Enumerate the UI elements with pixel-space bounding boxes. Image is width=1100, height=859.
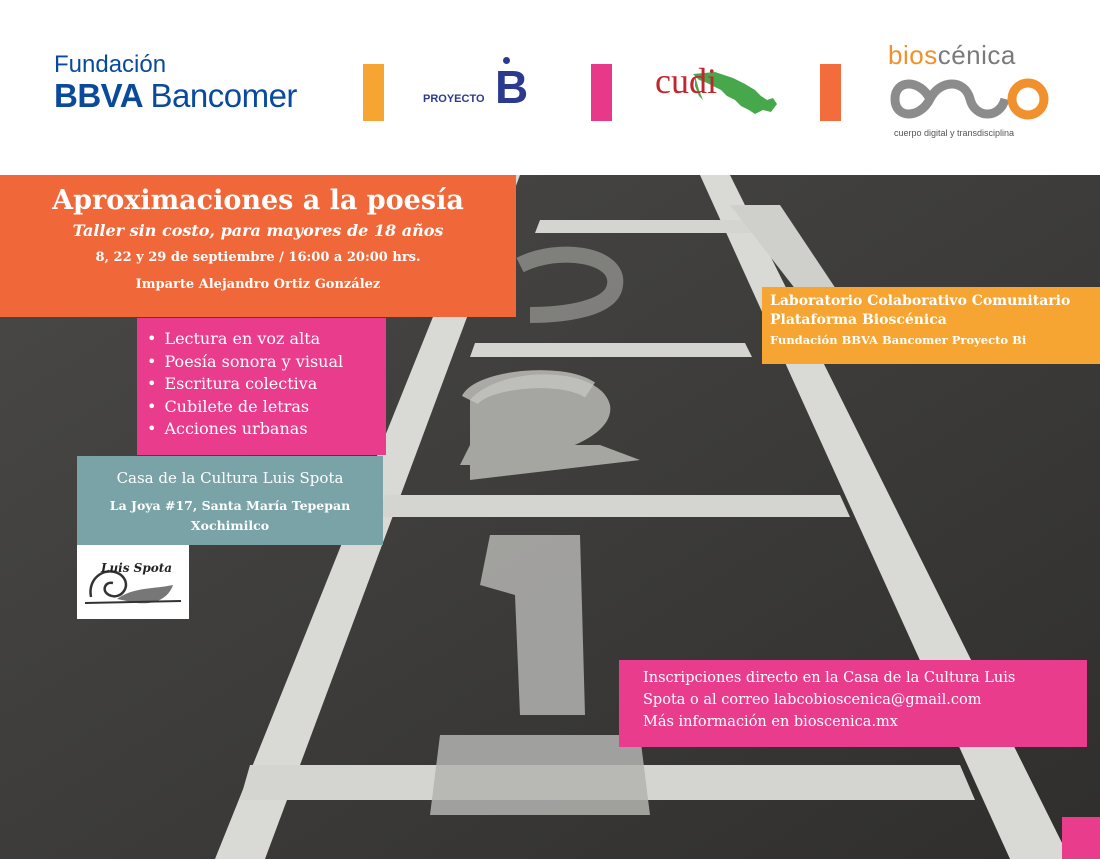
bioscenica-logo — [888, 40, 1058, 140]
snail-icon — [77, 545, 189, 619]
bbva-bancomer-logo — [54, 52, 297, 114]
bioscenica-word-grey: cénica — [937, 40, 1016, 70]
lab-line1: Laboratorio Colaborativo Comunitario — [770, 293, 1071, 309]
list-item: • Acciones urbanas — [147, 418, 386, 441]
corner-accent — [1062, 817, 1100, 859]
venue-address-line1: La Joya #17, Santa María Tepepan — [109, 498, 351, 513]
cudi-word: cudi — [655, 61, 717, 101]
registration-line2: Spota o al correo labcobioscenica@gmail.com — [643, 692, 982, 708]
proyecto-letter: B — [495, 61, 529, 113]
bbva-bold: BBVA — [54, 77, 142, 114]
registration-box — [619, 660, 1087, 747]
lab-line2: Plataforma Bioscénica — [770, 312, 947, 328]
venue-address-line2: Xochimilco — [190, 518, 270, 533]
cudi-logo — [655, 60, 785, 120]
list-item: • Poesía sonora y visual — [147, 351, 386, 374]
divider-bar-orange — [363, 64, 384, 121]
proyecto-b-logo — [423, 55, 533, 111]
divider-bar-pink — [591, 64, 612, 121]
bioscenica-tagline: cuerpo digital y transdisciplina — [894, 128, 1015, 138]
proyecto-word: PROYECTO — [423, 93, 485, 105]
bbva-rest: Bancomer — [150, 77, 297, 114]
activities-list — [147, 328, 386, 441]
event-title: Aproximaciones a la poesía — [52, 185, 464, 216]
venue-box — [77, 456, 383, 545]
casa-cultura-logo — [77, 545, 189, 619]
bbva-line2 — [54, 78, 297, 114]
activities-box — [137, 318, 386, 455]
registration-line1: Inscripciones directo en la Casa de la Cultura Luis — [643, 670, 1016, 686]
bioscenica-word — [888, 40, 1058, 71]
venue-name: Casa de la Cultura Luis Spota — [116, 469, 344, 487]
bioscenica-word-orange: bios — [888, 40, 938, 70]
event-title-box — [0, 175, 516, 317]
event-instructor: Imparte Alejandro Ortiz González — [135, 277, 381, 292]
infinity-loop-icon — [890, 74, 1050, 124]
registration-line3: Más información en bioscenica.mx — [643, 714, 898, 730]
casa-cultura-logo-text: Luis Spota — [101, 561, 173, 575]
bbva-line1: Fundación — [54, 51, 167, 78]
logo-header — [0, 0, 1100, 175]
venue-address — [77, 496, 383, 536]
list-item: • Escritura colectiva — [147, 373, 386, 396]
list-item: • Lectura en voz alta — [147, 328, 386, 351]
divider-bar-red — [820, 64, 841, 121]
event-dates: 8, 22 y 29 de septiembre / 16:00 a 20:00 hrs. — [95, 250, 421, 265]
event-subtitle: Taller sin costo, para mayores de 18 años — [72, 221, 444, 240]
lab-box — [762, 287, 1100, 364]
list-item: • Cubilete de letras — [147, 396, 386, 419]
lab-line3: Fundación BBVA Bancomer Proyecto Bi — [770, 333, 1027, 347]
